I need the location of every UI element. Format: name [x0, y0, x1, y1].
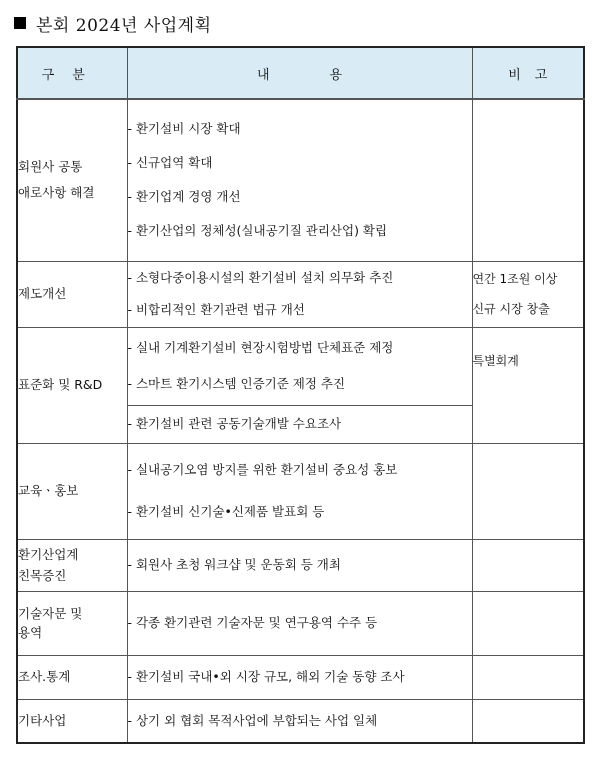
- row-note: 특별회계: [472, 327, 584, 443]
- table-row: [17, 261, 584, 327]
- row-note: [472, 539, 584, 591]
- row-category: 기술자문 및 용역: [17, 591, 127, 655]
- header-category: 구분: [17, 47, 127, 99]
- page-title: [14, 10, 212, 36]
- row-note: [472, 655, 584, 699]
- table-row: [17, 655, 584, 699]
- table-row: [17, 591, 584, 655]
- row-content: - 각종 환기관련 기술자문 및 연구용역 수주 등: [127, 591, 472, 655]
- business-plan-table: [16, 46, 585, 744]
- row-content: - 상기 외 협회 목적사업에 부합되는 사업 일체: [127, 699, 472, 743]
- header-content: 내용: [127, 47, 472, 99]
- row-content: - 환기설비 국내•외 시장 규모, 해외 기술 동향 조사: [127, 655, 472, 699]
- row-category: 표준화 및 R&D: [17, 327, 127, 443]
- row-note: [472, 591, 584, 655]
- row-content: - 환기설비 관련 공동기술개발 수요조사: [127, 405, 472, 443]
- table-header-row: [17, 47, 584, 99]
- row-content: - 환기설비 시장 확대 - 신규업역 확대 - 환기업계 경영 개선 - 환기산업의 정체성(실내공기질 관리산업) 확립: [127, 99, 472, 261]
- row-note: [472, 699, 584, 743]
- row-category: 교육ㆍ홍보: [17, 443, 127, 539]
- row-content: - 실내공기오염 방지를 위한 환기설비 중요성 홍보 - 환기설비 신기술•신제품 발표회 등: [127, 443, 472, 539]
- row-note: [472, 443, 584, 539]
- square-bullet-icon: [14, 17, 26, 29]
- table-row: [17, 699, 584, 743]
- row-category: 환기산업계 친목증진: [17, 539, 127, 591]
- row-category: 기타사업: [17, 699, 127, 743]
- row-content: - 소형다중이용시설의 환기설비 설치 의무화 추진 - 비합리적인 환기관련 법규 개선: [127, 261, 472, 327]
- table-row: [17, 327, 584, 405]
- page-title-text: 본회 2024년 사업계획: [36, 15, 212, 36]
- table-row: [17, 539, 584, 591]
- row-category: 조사.통계: [17, 655, 127, 699]
- table-row: [17, 443, 584, 539]
- row-content: - 실내 기계환기설비 현장시험방법 단체표준 제정 - 스마트 환기시스템 인증기준 제정 추진: [127, 327, 472, 405]
- row-note: 연간 1조원 이상 신규 시장 창출: [472, 261, 584, 327]
- header-note: 비고: [472, 47, 584, 99]
- row-content: - 회원사 초청 워크샵 및 운동회 등 개최: [127, 539, 472, 591]
- row-category: 회원사 공통 애로사항 해결: [17, 99, 127, 261]
- row-note: [472, 99, 584, 261]
- table-row: [17, 99, 584, 261]
- row-category: 제도개선: [17, 261, 127, 327]
